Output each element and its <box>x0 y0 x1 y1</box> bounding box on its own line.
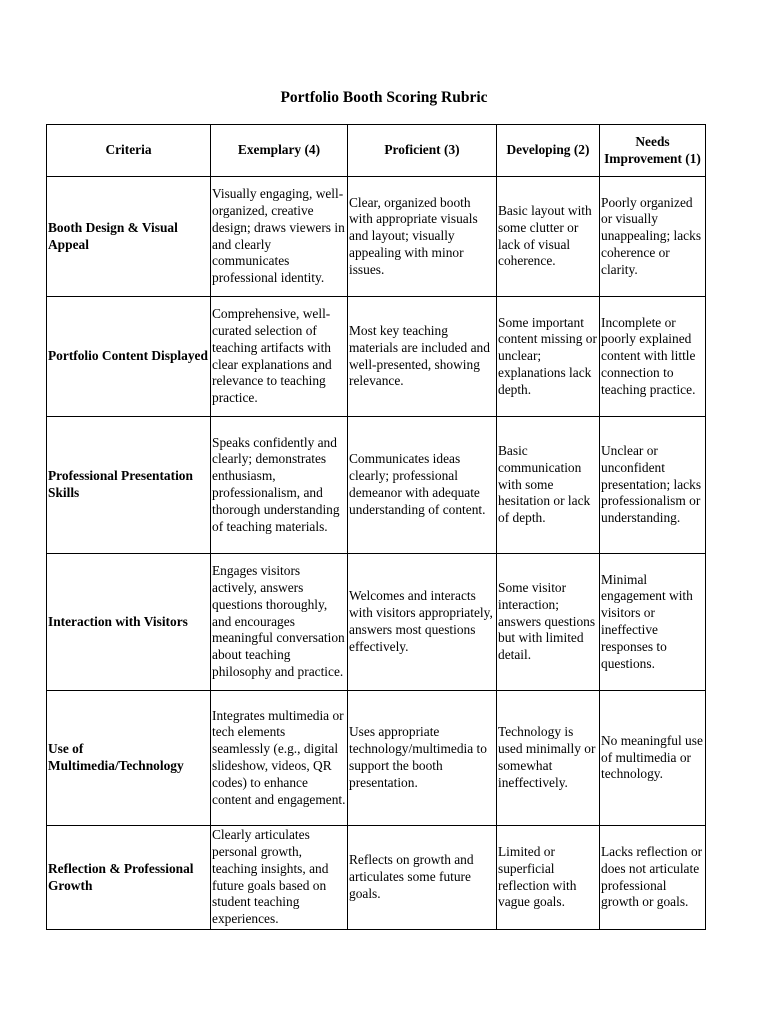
needs-improvement-cell: Incomplete or poorly explained content with little connection to teaching practice. <box>600 297 706 417</box>
table-row <box>47 417 706 554</box>
proficient-cell: Welcomes and interacts with visitors appropriately, answers most questions effectively. <box>348 554 497 691</box>
developing-cell: Some visitor interaction; answers questions but with limited detail. <box>497 554 600 691</box>
header-needs-improvement: Needs Improvement (1) <box>600 125 706 177</box>
criterion-cell: Portfolio Content Displayed <box>47 297 211 417</box>
exemplary-cell: Clearly articulates personal growth, teaching insights, and future goals based on student teaching experiences. <box>211 826 348 930</box>
developing-cell: Basic communication with some hesitation or lack of depth. <box>497 417 600 554</box>
page-title: Portfolio Booth Scoring Rubric <box>280 89 488 106</box>
criterion-cell: Professional Presentation Skills <box>47 417 211 554</box>
header-developing: Developing (2) <box>497 125 600 177</box>
proficient-cell: Reflects on growth and articulates some future goals. <box>348 826 497 930</box>
developing-cell: Basic layout with some clutter or lack of visual coherence. <box>497 177 600 297</box>
developing-cell: Technology is used minimally or somewhat ineffectively. <box>497 691 600 826</box>
needs-improvement-cell: Poorly organized or visually unappealing; lacks coherence or clarity. <box>600 177 706 297</box>
exemplary-cell: Engages visitors actively, answers questions thoroughly, and encourages meaningful conversation about teaching philosophy and practice. <box>211 554 348 691</box>
needs-improvement-cell: Lacks reflection or does not articulate professional growth or goals. <box>600 826 706 930</box>
criterion-cell: Interaction with Visitors <box>47 554 211 691</box>
table-header-row <box>47 125 706 177</box>
header-criteria: Criteria <box>47 125 211 177</box>
exemplary-cell: Speaks confidently and clearly; demonstrates enthusiasm, professionalism, and thorough understanding of teaching materials. <box>211 417 348 554</box>
criterion-cell: Booth Design & Visual Appeal <box>47 177 211 297</box>
table-row <box>47 554 706 691</box>
needs-improvement-cell: No meaningful use of multimedia or technology. <box>600 691 706 826</box>
proficient-cell: Uses appropriate technology/multimedia to support the booth presentation. <box>348 691 497 826</box>
table-row <box>47 826 706 930</box>
header-proficient: Proficient (3) <box>348 125 497 177</box>
needs-improvement-cell: Minimal engagement with visitors or ineffective responses to questions. <box>600 554 706 691</box>
criterion-cell: Use of Multimedia/Technology <box>47 691 211 826</box>
rubric-table <box>46 124 706 930</box>
table-row <box>47 297 706 417</box>
proficient-cell: Most key teaching materials are included and well-presented, showing relevance. <box>348 297 497 417</box>
developing-cell: Limited or superficial reflection with vague goals. <box>497 826 600 930</box>
table-row <box>47 177 706 297</box>
exemplary-cell: Visually engaging, well-organized, creative design; draws viewers in and clearly communicates professional identity. <box>211 177 348 297</box>
proficient-cell: Clear, organized booth with appropriate visuals and layout; visually appealing with minor issues. <box>348 177 497 297</box>
needs-improvement-cell: Unclear or unconfident presentation; lacks professionalism or understanding. <box>600 417 706 554</box>
criterion-cell: Reflection & Professional Growth <box>47 826 211 930</box>
table-row <box>47 691 706 826</box>
exemplary-cell: Integrates multimedia or tech elements seamlessly (e.g., digital slideshow, videos, QR codes) to enhance content and engagement. <box>211 691 348 826</box>
proficient-cell: Communicates ideas clearly; professional demeanor with adequate understanding of content. <box>348 417 497 554</box>
exemplary-cell: Comprehensive, well-curated selection of teaching artifacts with clear explanations and relevance to teaching practice. <box>211 297 348 417</box>
header-exemplary: Exemplary (4) <box>211 125 348 177</box>
developing-cell: Some important content missing or unclear; explanations lack depth. <box>497 297 600 417</box>
